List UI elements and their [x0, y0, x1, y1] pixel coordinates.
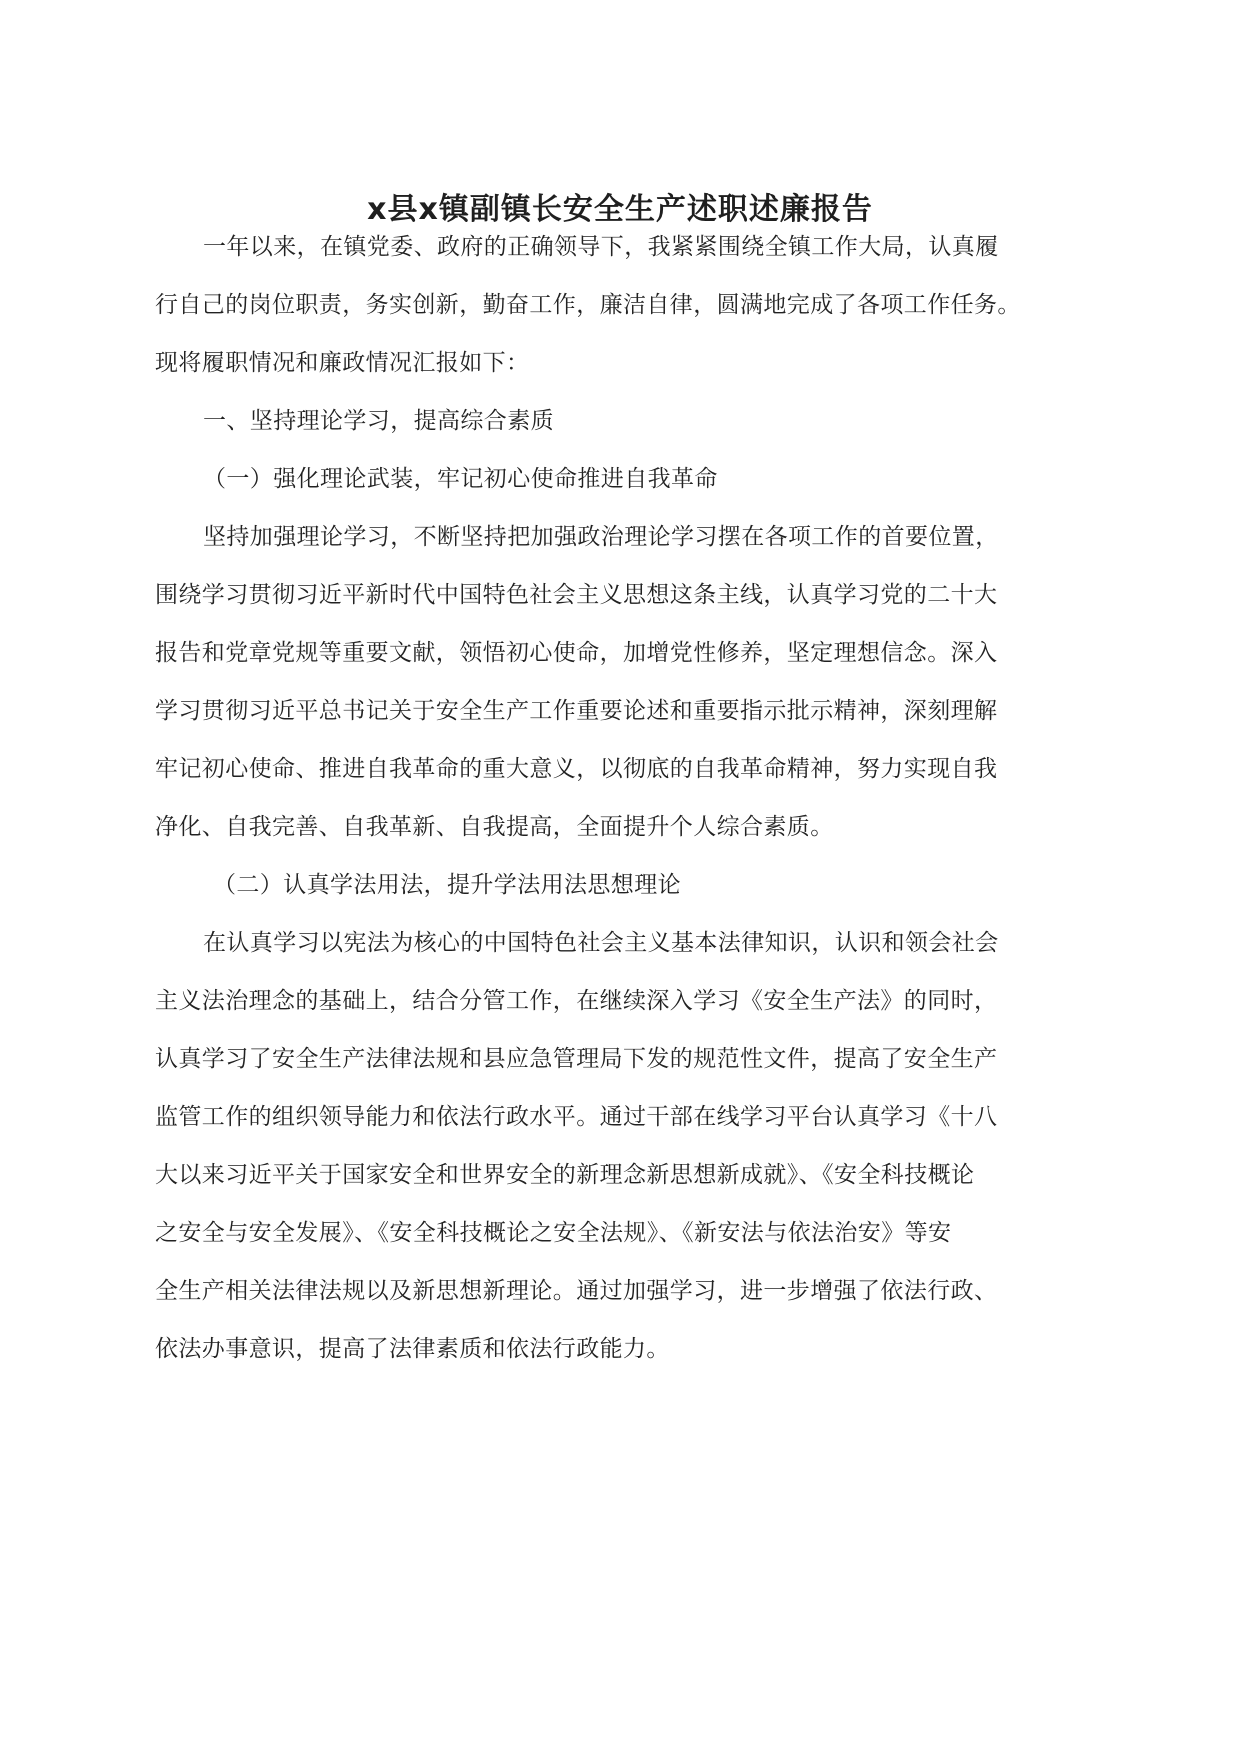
paragraph-line: 主义法治理念的基础上，结合分管工作，在继续深入学习《安全生产法》的同时， [155, 988, 998, 1014]
paragraph-line: 学习贯彻习近平总书记关于安全生产工作重要论述和重要指示批示精神，深刻理解 [155, 698, 998, 724]
paragraph-line: 牢记初心使命、推进自我革命的重大意义，以彻底的自我革命精神，努力实现自我 [155, 756, 998, 782]
paragraph-line: 围绕学习贯彻习近平新时代中国特色社会主义思想这条主线，认真学习党的二十大 [155, 582, 998, 608]
subsection-heading: （二）认真学法用法，提升学法用法思想理论 [213, 872, 681, 898]
paragraph-line: 之安全与安全发展》、《安全科技概论之安全法规》、《新安法与依法治安》等安 [155, 1220, 952, 1246]
paragraph-line: 坚持加强理论学习，不断坚持把加强政治理论学习摆在各项工作的首要位置， [203, 524, 999, 550]
subsection-heading: （一）强化理论武装，牢记初心使命推进自我革命 [203, 466, 718, 492]
document-title: x县x镇副镇长安全生产述职述廉报告 [367, 192, 873, 227]
paragraph-line: 监管工作的组织领导能力和依法行政水平。通过干部在线学习平台认真学习《十八 [155, 1104, 998, 1130]
paragraph-line: 认真学习了安全生产法律法规和县应急管理局下发的规范性文件，提高了安全生产 [155, 1046, 998, 1072]
paragraph-line: 行自己的岗位职责，务实创新，勤奋工作，廉洁自律，圆满地完成了各项工作任务。 [155, 292, 1021, 318]
paragraph-line: 依法办事意识，提高了法律素质和依法行政能力。 [155, 1336, 670, 1362]
section-heading: 一、坚持理论学习，提高综合素质 [203, 408, 554, 434]
paragraph-line: 报告和党章党规等重要文献，领悟初心使命，加增党性修养，坚定理想信念。深入 [155, 640, 998, 666]
paragraph-line: 一年以来，在镇党委、政府的正确领导下，我紧紧围绕全镇工作大局，认真履 [203, 234, 999, 260]
paragraph-line: 现将履职情况和廉政情况汇报如下： [155, 350, 530, 376]
paragraph-line: 大以来习近平关于国家安全和世界安全的新理念新思想新成就》、《安全科技概论 [155, 1162, 975, 1188]
paragraph-line: 净化、自我完善、自我革新、自我提高，全面提升个人综合素质。 [155, 814, 834, 840]
paragraph-line: 在认真学习以宪法为核心的中国特色社会主义基本法律知识，认识和领会社会 [203, 930, 999, 956]
paragraph-line: 全生产相关法律法规以及新思想新理论。通过加强学习，进一步增强了依法行政、 [155, 1278, 998, 1304]
